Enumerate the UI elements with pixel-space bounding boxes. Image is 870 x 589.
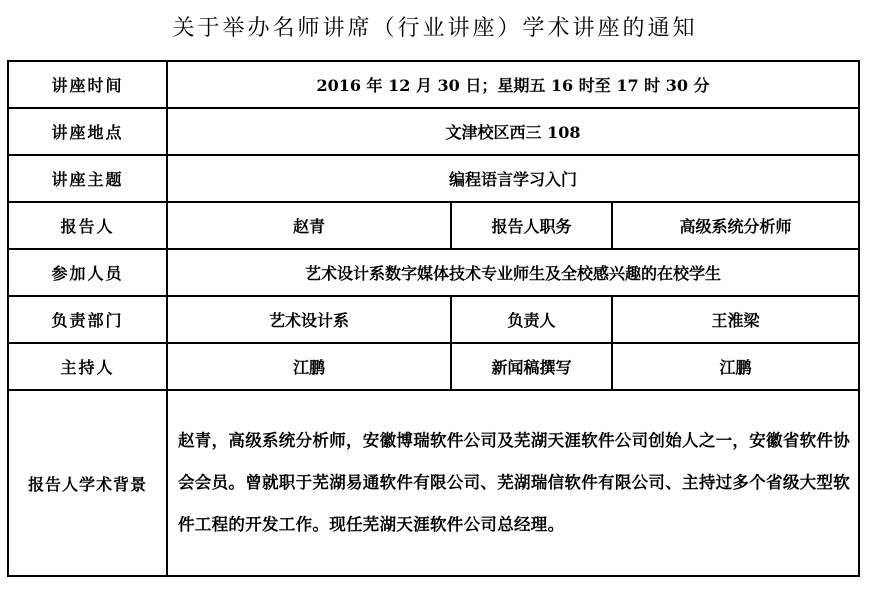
lecture-time-value: 2016 年 12 月 30 日；星期五 16 时至 17 时 30 分 xyxy=(167,61,859,108)
notice-title: 关于举办名师讲席（行业讲座）学术讲座的通知 xyxy=(172,16,698,41)
responsible-person-value: 王淮梁 xyxy=(612,296,859,343)
row-speaker xyxy=(8,202,859,249)
attendees-value: 艺术设计系数字媒体技术专业师生及全校感兴趣的在校学生 xyxy=(167,249,859,296)
row-lecture-venue xyxy=(8,108,859,155)
press-writer-label: 新闻稿撰写 xyxy=(451,343,612,390)
speaker-label: 报告人 xyxy=(8,202,167,249)
lecture-topic-value: 编程语言学习入门 xyxy=(167,155,859,202)
speaker-background-label: 报告人学术背景 xyxy=(8,390,167,576)
attendees-label: 参加人员 xyxy=(8,249,167,296)
speaker-title-value: 高级系统分析师 xyxy=(612,202,859,249)
row-department xyxy=(8,296,859,343)
department-label: 负责部门 xyxy=(8,296,167,343)
row-speaker-background xyxy=(8,390,859,576)
row-lecture-time xyxy=(8,61,859,108)
press-writer-value: 江鹏 xyxy=(612,343,859,390)
row-host xyxy=(8,343,859,390)
lecture-venue-value: 文津校区西三 108 xyxy=(167,108,859,155)
responsible-person-label: 负责人 xyxy=(451,296,612,343)
host-value: 江鹏 xyxy=(167,343,451,390)
department-value: 艺术设计系 xyxy=(167,296,451,343)
lecture-time-label: 讲座时间 xyxy=(8,61,167,108)
host-label: 主持人 xyxy=(8,343,167,390)
lecture-info-table xyxy=(7,60,860,577)
lecture-topic-label: 讲座主题 xyxy=(8,155,167,202)
lecture-venue-label: 讲座地点 xyxy=(8,108,167,155)
speaker-background-cell xyxy=(167,390,859,576)
speaker-background-text: 赵青，高级系统分析师，安徽博瑞软件公司及芜湖天涯软件公司创始人之一，安徽省软件协会会员。曾就职于芜湖易通软件有限公司、芜湖瑞信软件有限公司、主持过多个省级大型软件工程的开发工作。现任芜湖天涯软件公司总经理。 xyxy=(178,431,851,534)
speaker-title-label: 报告人职务 xyxy=(451,202,612,249)
speaker-value: 赵青 xyxy=(167,202,451,249)
row-attendees xyxy=(8,249,859,296)
row-lecture-topic xyxy=(8,155,859,202)
